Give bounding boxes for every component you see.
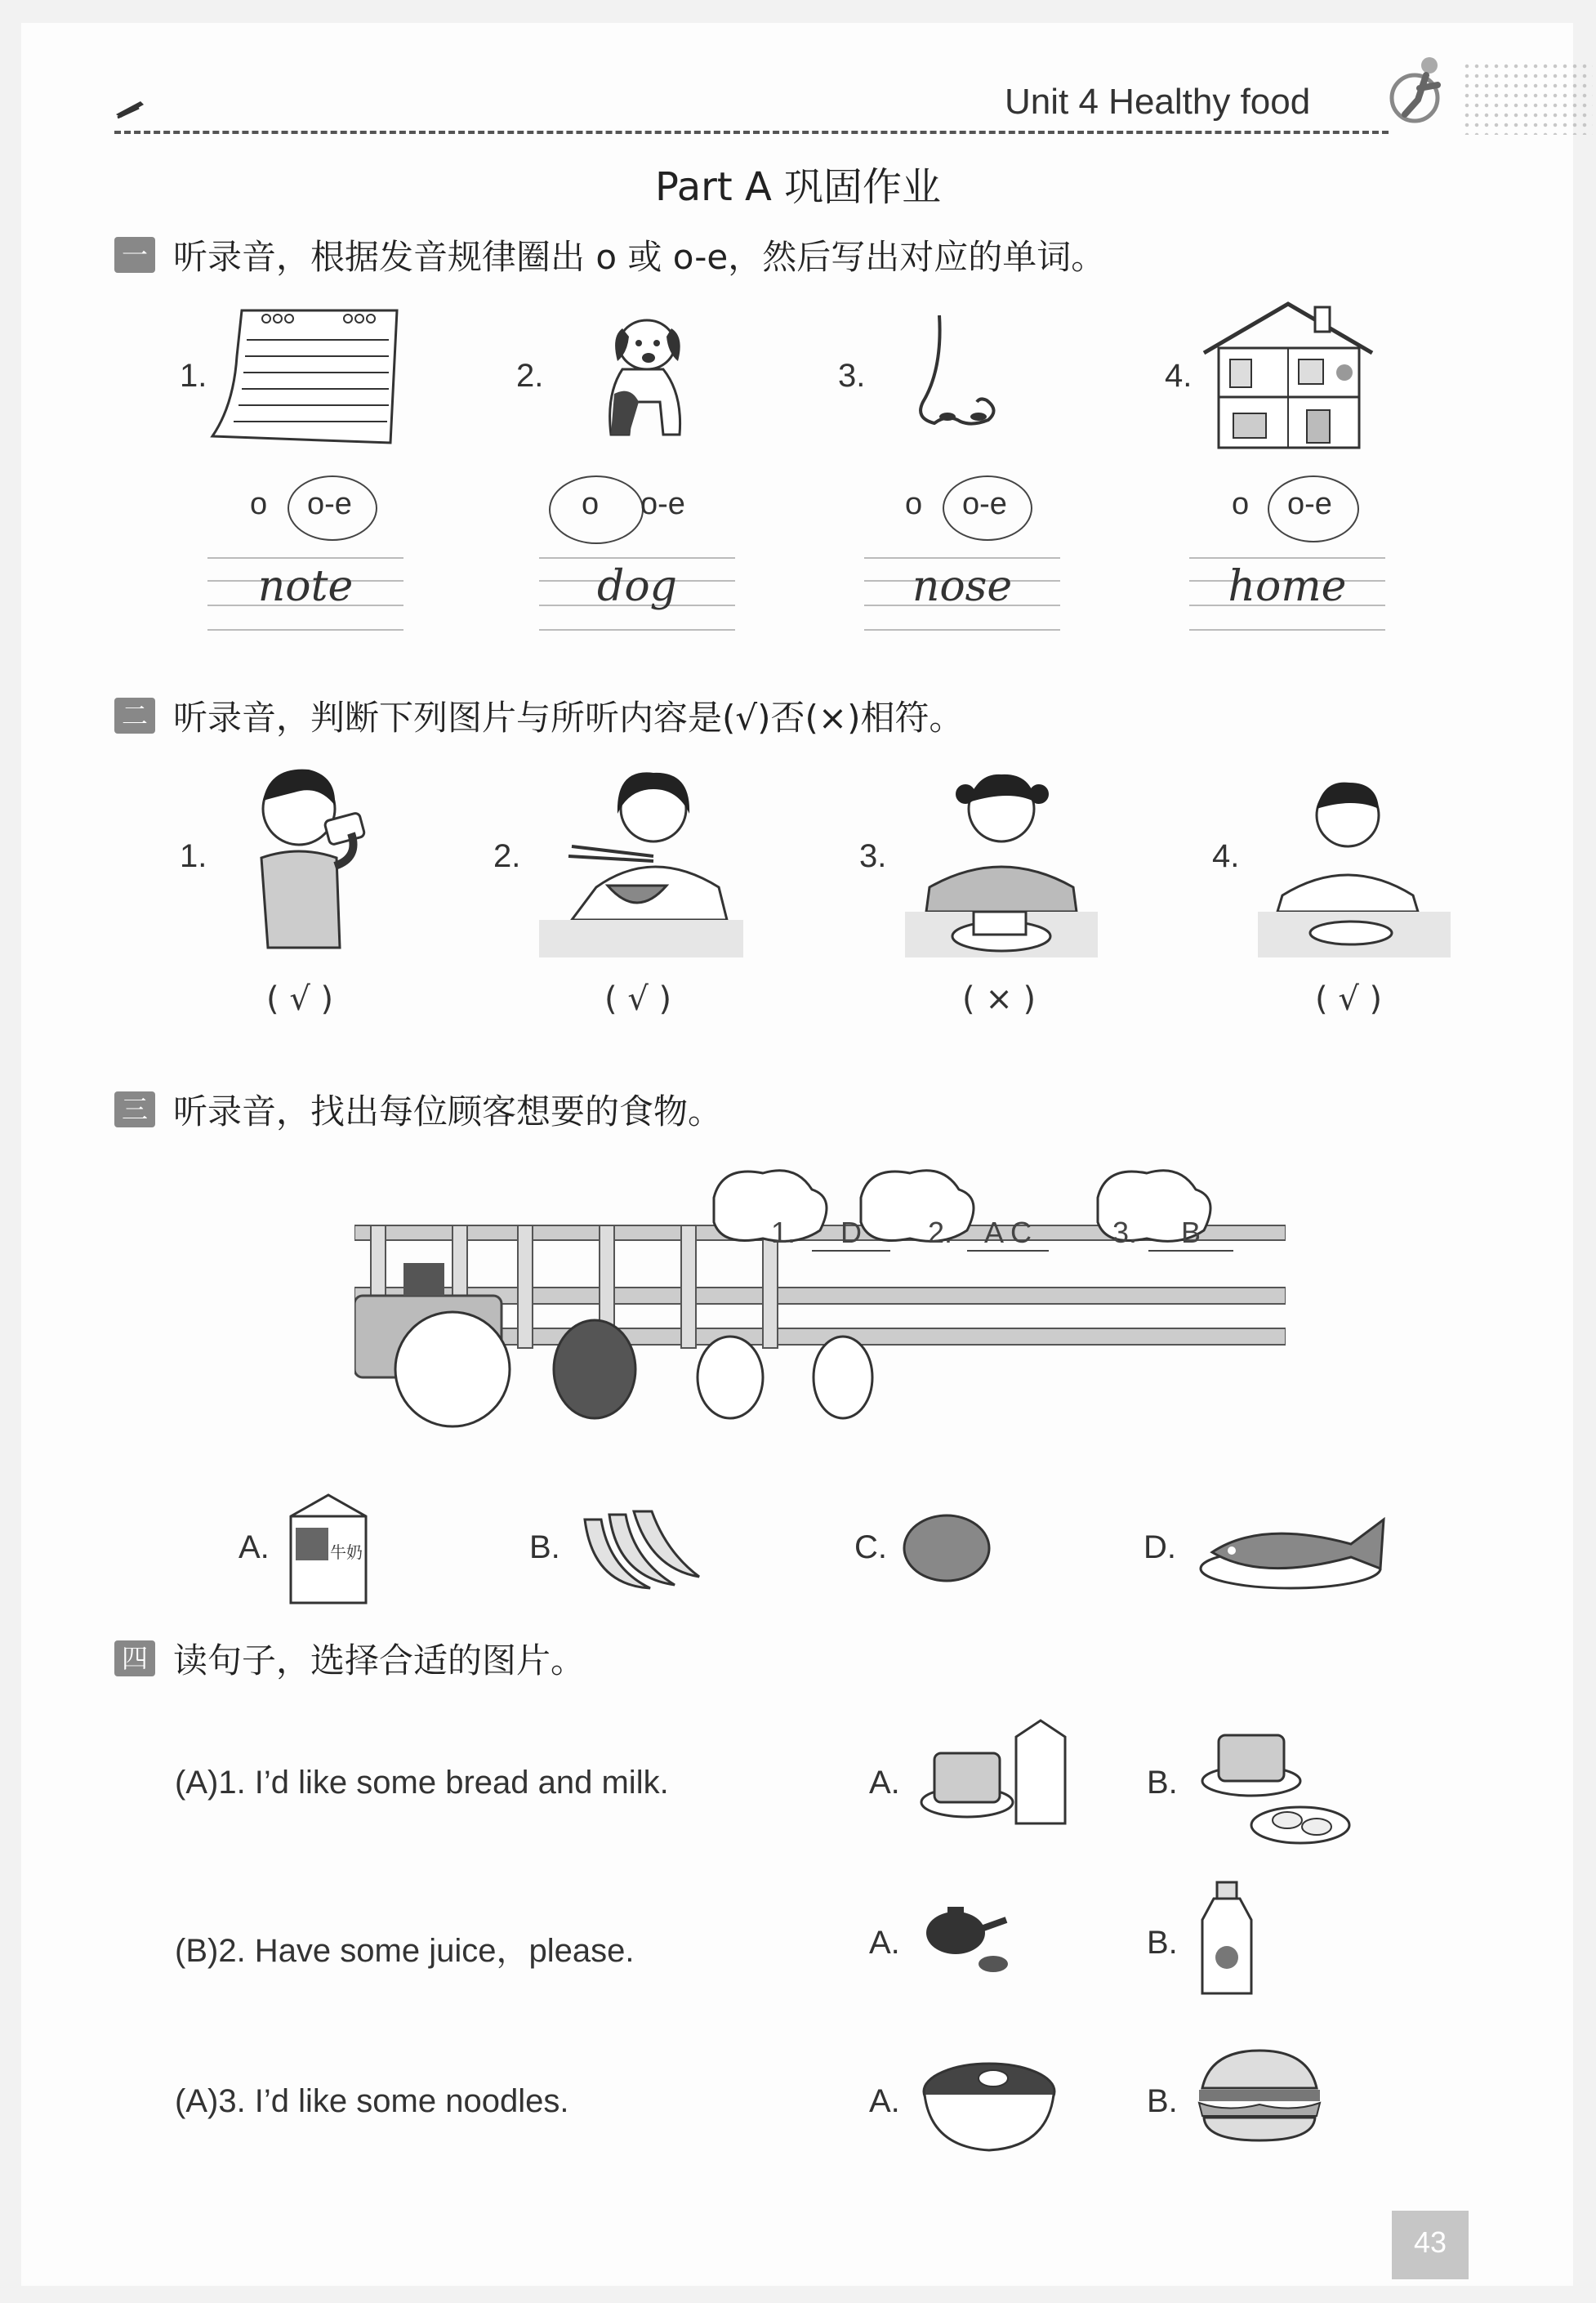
s4-item-2-answer[interactable]: (B) xyxy=(175,1933,219,1969)
s1-item-2-answer-box[interactable] xyxy=(539,556,735,629)
s3-option-b-letter: B. xyxy=(529,1529,560,1565)
s3-bubble-3-answer[interactable]: B xyxy=(1148,1216,1233,1252)
section-4-heading xyxy=(114,1634,585,1683)
s3-bubble-1-answer[interactable]: D xyxy=(812,1216,890,1252)
section-2-badge: 二 xyxy=(114,698,155,734)
s1-item-1-opt-oe[interactable]: o-e xyxy=(307,487,352,521)
section-2-instruction: 听录音，判断下列图片与所听内容是(√)否(×)相符。 xyxy=(173,698,964,738)
nose-icon xyxy=(915,312,1005,435)
girl-cake-picture xyxy=(905,765,1098,957)
notepaper-icon xyxy=(209,307,402,446)
s1-item-1-answer: note xyxy=(257,562,354,611)
s1-item-2-answer: dog xyxy=(597,562,677,611)
s1-item-2-opt-o[interactable]: o xyxy=(582,487,600,521)
s2-item-1-mark[interactable]: ( √ ) xyxy=(266,980,334,1018)
section-3-badge: 三 xyxy=(114,1091,155,1127)
section-1-badge: 一 xyxy=(114,237,155,273)
s1-item-2-number: 2. xyxy=(516,358,544,394)
s1-item-1-answer-box[interactable] xyxy=(207,556,403,629)
teapot-icon xyxy=(915,1895,1013,1977)
egg-icon xyxy=(902,1513,992,1583)
pencil-mark-icon xyxy=(114,96,147,121)
section-3-instruction: 听录音，找出每位顾客想要的食物。 xyxy=(173,1091,723,1131)
section-2-heading xyxy=(114,691,964,740)
section-1-heading xyxy=(114,230,1105,279)
s4-item-3-answer[interactable]: (A) xyxy=(175,2083,219,2119)
s1-item-3-opt-o[interactable]: o xyxy=(905,487,923,521)
noodles-bowl-icon xyxy=(920,2051,1059,2157)
s3-bubble-3-number: 3. xyxy=(1112,1216,1138,1249)
s2-item-3-mark[interactable]: ( × ) xyxy=(962,980,1037,1018)
s3-option-a-letter: A. xyxy=(239,1529,270,1565)
s4-item-3-option-a[interactable]: A. xyxy=(869,2083,900,2119)
shop-scene-picture xyxy=(354,1165,1286,1467)
part-title: Part A 巩固作业 xyxy=(654,164,942,210)
s2-item-1-number: 1. xyxy=(180,838,207,874)
dog-icon xyxy=(582,304,704,443)
s1-item-3-answer: nose xyxy=(912,562,1013,611)
s4-item-1-option-b[interactable]: B. xyxy=(1147,1765,1178,1801)
s2-item-4-number: 4. xyxy=(1212,838,1240,874)
s4-item-1-sentence: 1. I’d like some bread and milk. xyxy=(218,1765,669,1801)
hamburger-icon xyxy=(1194,2047,1325,2145)
s3-option-d-letter: D. xyxy=(1144,1529,1176,1565)
s1-item-2-opt-oe[interactable]: o-e xyxy=(640,487,685,521)
s3-option-c-letter: C. xyxy=(854,1529,887,1565)
s4-item-2-option-b[interactable]: B. xyxy=(1147,1925,1178,1961)
s4-item-3-sentence: 3. I’d like some noodles. xyxy=(218,2083,569,2119)
section-1-instruction: 听录音，根据发音规律圈出 o 或 o-e，然后写出对应的单词。 xyxy=(173,237,1106,277)
decorative-dot-grid xyxy=(1462,61,1593,135)
bread-eggs-icon xyxy=(1194,1724,1354,1846)
s1-item-1-number: 1. xyxy=(180,358,207,394)
s3-bubble-1-number: 1. xyxy=(771,1216,796,1249)
juice-bottle-icon xyxy=(1194,1879,1259,1998)
bread-milk-icon xyxy=(918,1712,1078,1827)
s4-item-1-option-a[interactable]: A. xyxy=(869,1765,900,1801)
s1-item-4-opt-oe[interactable]: o-e xyxy=(1287,487,1332,521)
unit-title: Unit 4 Healthy food xyxy=(1005,82,1311,122)
runner-logo-icon xyxy=(1372,49,1462,139)
s1-item-4-answer-box[interactable] xyxy=(1189,556,1385,629)
s1-item-4-answer: home xyxy=(1228,562,1347,611)
boy-drinking-picture xyxy=(245,760,384,956)
s4-item-3 xyxy=(175,2083,568,2120)
milk-carton-label: 牛奶 xyxy=(330,1542,363,1562)
s1-item-1-opt-o[interactable]: o xyxy=(250,487,268,521)
s4-item-1 xyxy=(175,1765,669,1801)
s4-item-3-option-b[interactable]: B. xyxy=(1147,2083,1178,2119)
s2-item-4-mark[interactable]: ( √ ) xyxy=(1315,980,1383,1018)
section-3-heading xyxy=(114,1085,722,1134)
s4-item-2-option-a[interactable]: A. xyxy=(869,1925,900,1961)
s3-bubble-2-number: 2. xyxy=(928,1216,953,1249)
house-icon xyxy=(1201,299,1375,451)
fish-plate-icon xyxy=(1196,1503,1397,1593)
s2-item-3-number: 3. xyxy=(859,838,887,874)
s2-item-2-mark[interactable]: ( √ ) xyxy=(604,980,672,1018)
s4-item-2 xyxy=(175,1925,634,1971)
s3-bubble-2-answer[interactable]: A C xyxy=(967,1216,1049,1252)
bananas-icon xyxy=(577,1503,707,1593)
page-number: 43 xyxy=(1392,2211,1469,2279)
s1-item-3-number: 3. xyxy=(838,358,866,394)
s1-item-3-answer-box[interactable] xyxy=(864,556,1060,629)
section-4-instruction: 读句子，选择合适的图片。 xyxy=(173,1640,586,1680)
s2-item-2-number: 2. xyxy=(493,838,521,874)
s1-item-3-opt-oe[interactable]: o-e xyxy=(962,487,1007,521)
boy-eating-picture xyxy=(1258,773,1451,957)
s1-item-4-number: 4. xyxy=(1165,358,1193,394)
s4-item-2-sentence: 2. Have some juice，please. xyxy=(218,1933,635,1969)
girl-noodles-picture xyxy=(539,765,743,957)
s4-item-1-answer[interactable]: (A) xyxy=(175,1765,219,1801)
s1-item-4-opt-o[interactable]: o xyxy=(1232,487,1250,521)
header-divider xyxy=(114,131,1389,134)
section-4-badge: 四 xyxy=(114,1640,155,1676)
